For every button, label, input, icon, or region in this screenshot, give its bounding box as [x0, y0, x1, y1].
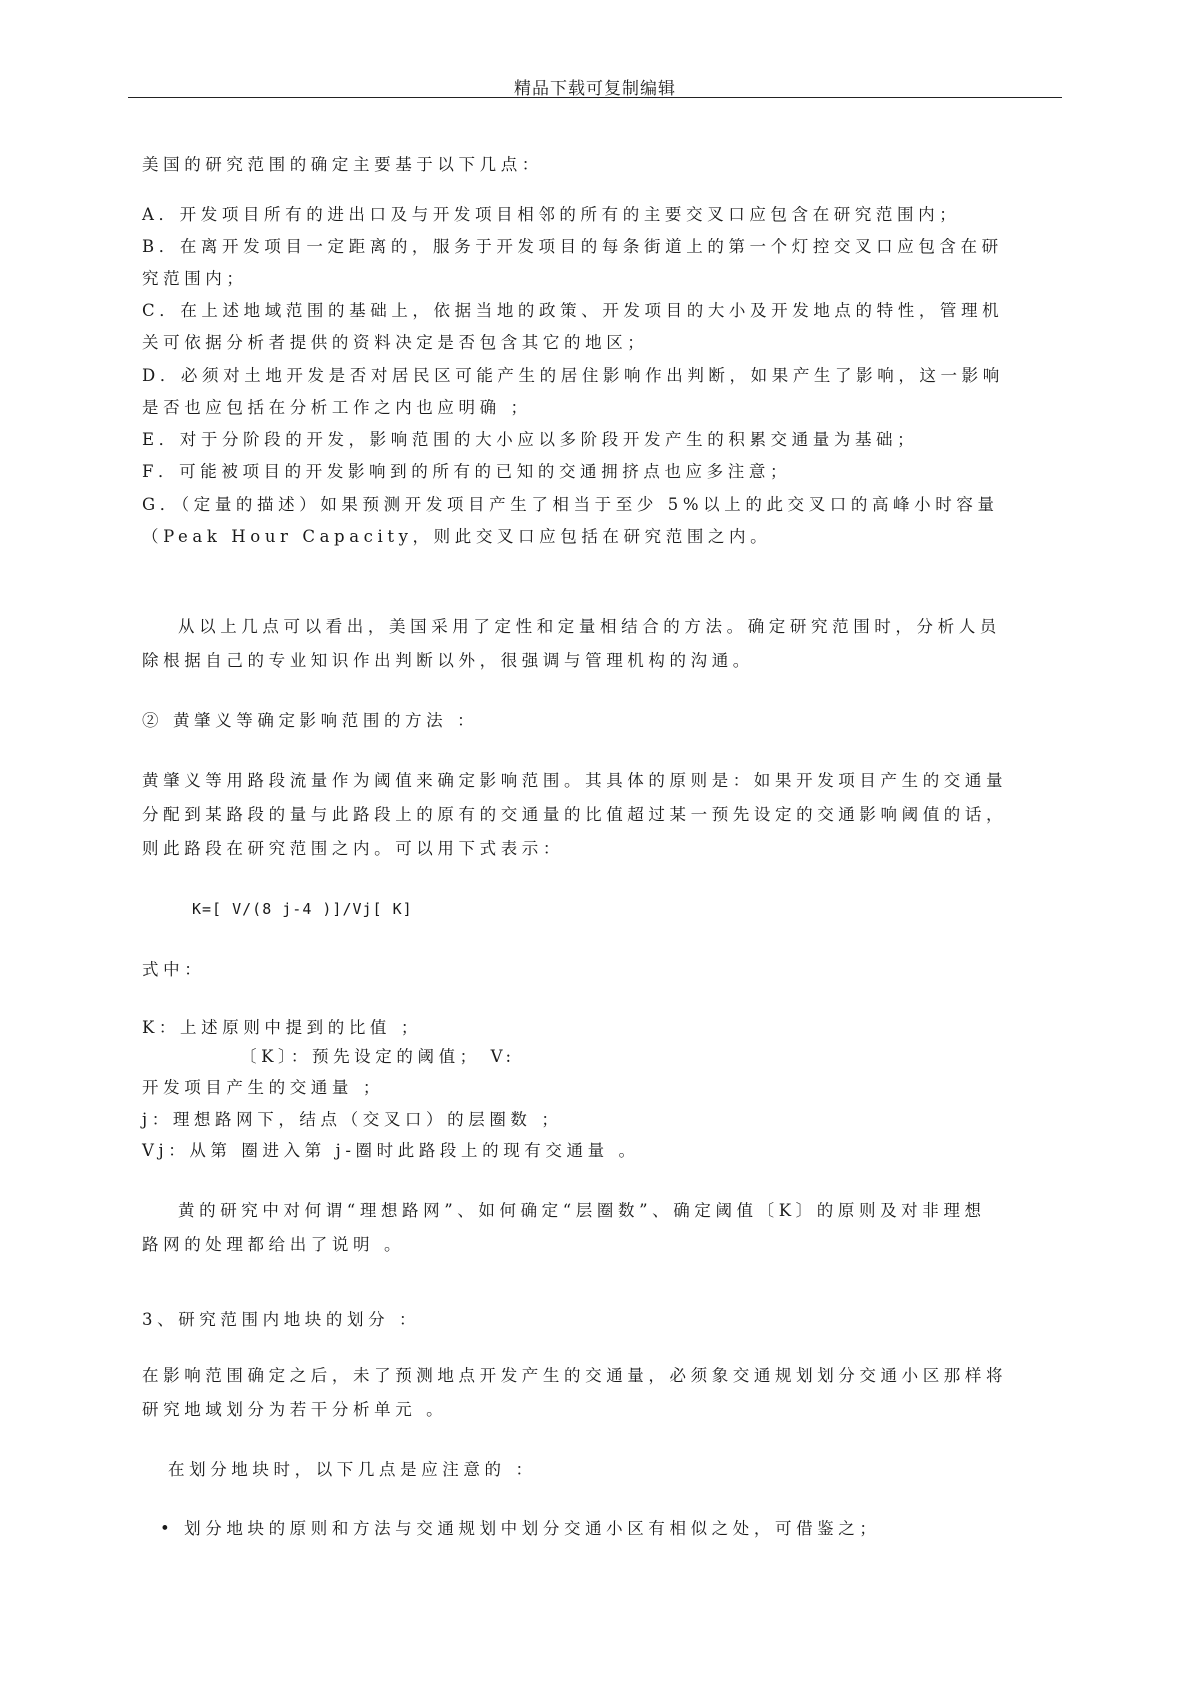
header-divider	[128, 97, 1062, 98]
intro-line: 美国的研究范围的确定主要基于以下几点：	[142, 155, 543, 174]
summary-paragraph-line2: 除根据自己的专业知识作出判断以外，很强调与管理机构的沟通。	[142, 651, 754, 670]
item-d: D．必须对土地开发是否对居民区可能产生的居住影响作出判断，如果产生了影响，这一影响	[142, 366, 1004, 385]
item-c-cont: 关可依据分析者提供的资料决定是否包含其它的地区；	[142, 333, 649, 352]
note-paragraph-line1: 黄的研究中对何谓“理想路网”、如何确定“层圈数”、确定阈值〔K〕的原则及对非理想	[178, 1201, 986, 1220]
attention-intro: 在划分地块时，以下几点是应注意的 ：	[168, 1460, 537, 1479]
section-heading-3: 3、研究范围内地块的划分 ：	[142, 1310, 421, 1329]
huang-paragraph-line1: 黄肇义等用路段流量作为阈值来确定影响范围。其具体的原则是：如果开发项目产生的交通量	[142, 771, 1008, 790]
item-c: C．在上述地域范围的基础上，依据当地的政策、开发项目的大小及开发地点的特性，管理机	[142, 301, 1004, 320]
item-g-cont: （Peak Hour Capacity，则此交叉口应包括在研究范围之内。	[142, 527, 772, 546]
item-f: F．可能被项目的开发影响到的所有的已知的交通拥挤点也应多注意；	[142, 462, 792, 481]
item-a: A．开发项目所有的进出口及与开发项目相邻的所有的主要交叉口应包含在研究范围内；	[142, 205, 961, 224]
item-b: B．在离开发项目一定距离的，服务于开发项目的每条街道上的第一个灯控交叉口应包含在研	[142, 237, 1003, 256]
where-label: 式中：	[142, 960, 206, 979]
formula: K=[ V/(8 j-4 )]/Vj[ K]	[192, 900, 413, 918]
note-paragraph-line2: 路网的处理都给出了说明 。	[142, 1235, 406, 1254]
def-v: 开发项目产生的交通量 ；	[142, 1078, 384, 1097]
page-header: 精品下载可复制编辑	[514, 79, 676, 99]
division-paragraph-line1: 在影响范围确定之后，未了预测地点开发产生的交通量，必须象交通规划划分交通小区那样将	[142, 1366, 1008, 1385]
def-j: j：理想路网下，结点（交叉口）的层圈数 ；	[142, 1110, 563, 1129]
division-paragraph-line2: 研究地域划分为若干分析单元 。	[142, 1400, 448, 1419]
item-d-cont: 是否也应包括在分析工作之内也应明确 ；	[142, 398, 532, 417]
item-e: E．对于分阶段的开发，影响范围的大小应以多阶段开发产生的积累交通量为基础；	[142, 430, 919, 449]
def-threshold: 〔K〕：预先设定的阈值； V:	[240, 1047, 516, 1066]
item-g: G．（定量的描述）如果预测开发项目产生了相当于至少 5%以上的此交叉口的高峰小时容量	[142, 495, 999, 514]
def-vj: Vj：从第 圈进入第 j-圈时此路段上的现有交通量 。	[142, 1141, 640, 1160]
summary-paragraph-line1: 从以上几点可以看出，美国采用了定性和定量相结合的方法。确定研究范围时，分析人员	[178, 617, 1001, 636]
section-heading-huang: ② 黄肇义等确定影响范围的方法 ：	[142, 711, 479, 730]
def-k: K：上述原则中提到的比值 ；	[142, 1018, 422, 1037]
huang-paragraph-line3: 则此路段在研究范围之内。可以用下式表示：	[142, 839, 564, 858]
item-b-cont: 究范围内；	[142, 269, 248, 288]
huang-paragraph-line2: 分配到某路段的量与此路段上的原有的交通量的比值超过某一预先设定的交通影响阈值的话，	[142, 805, 1008, 824]
bullet-item: • 划分地块的原则和方法与交通规划中划分交通小区有相似之处，可借鉴之；	[160, 1519, 881, 1538]
